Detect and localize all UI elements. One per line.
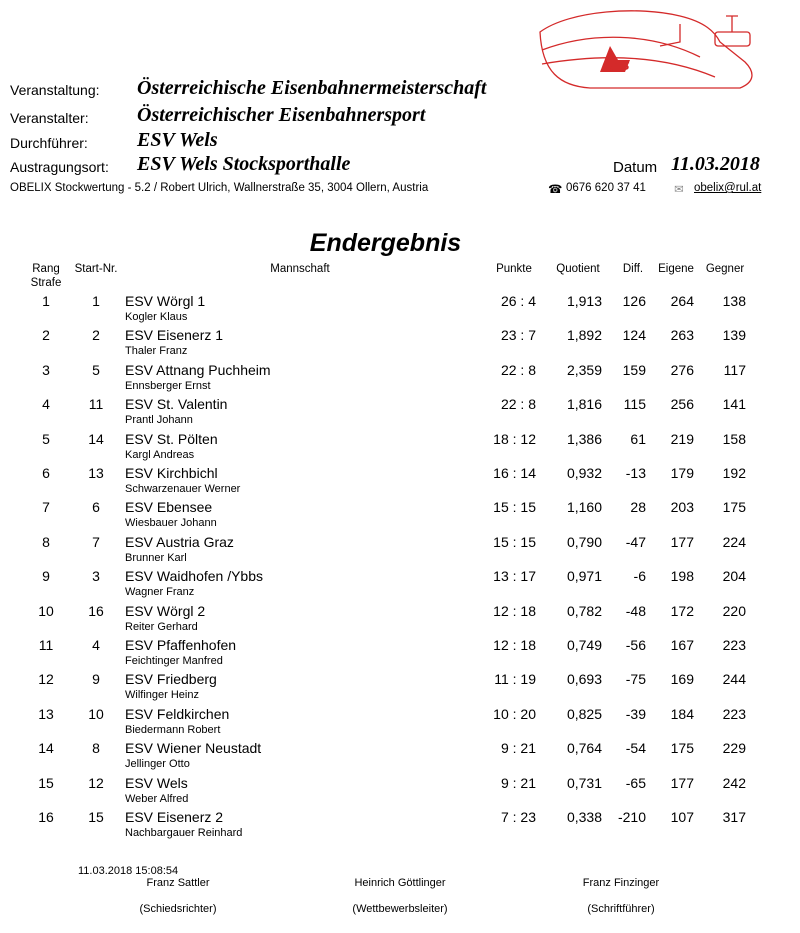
eigene-cell: 263 xyxy=(670,327,694,344)
diff-cell: 28 xyxy=(630,499,646,516)
table-row xyxy=(0,396,800,430)
gegner-cell: 204 xyxy=(722,568,746,585)
table-row xyxy=(0,775,800,809)
table-row xyxy=(0,534,800,568)
rang-cell: 16 xyxy=(38,809,54,825)
start-cell: 14 xyxy=(88,430,104,447)
start-cell: 1 xyxy=(92,293,100,309)
rang-cell: 6 xyxy=(42,465,50,481)
table-row xyxy=(0,465,800,499)
gegner-cell: 223 xyxy=(722,637,746,653)
rang-cell: 15 xyxy=(38,774,54,791)
gegner-cell: 139 xyxy=(722,327,746,344)
rang-cell: 9 xyxy=(42,568,50,585)
eigene-cell: 175 xyxy=(670,740,694,757)
gegner-cell: 141 xyxy=(722,396,746,413)
table-row xyxy=(0,327,800,361)
eigene-cell: 276 xyxy=(670,361,694,378)
eigene-cell: 172 xyxy=(670,602,694,619)
hdr-label-veranstalter: Veranstalter: xyxy=(10,110,89,126)
rang-cell: 10 xyxy=(38,602,54,619)
diff-cell: -6 xyxy=(633,568,646,585)
phone-number: 0676 620 37 41 xyxy=(566,182,646,194)
oes-logo xyxy=(530,2,780,92)
quotient-cell: 1,386 xyxy=(566,430,602,447)
start-cell: 8 xyxy=(92,740,100,757)
team-cell: ESV Kirchbichl xyxy=(125,465,218,481)
team-cell: ESV Wörgl 1 xyxy=(125,293,206,309)
captain-cell: Kogler Klaus xyxy=(125,311,188,323)
captain-cell: Thaler Franz xyxy=(125,345,188,358)
captain-cell: Prantl Johann xyxy=(125,414,193,427)
captain-cell: Weber Alfred xyxy=(125,792,189,805)
captain-cell: Schwarzenauer Werner xyxy=(125,483,241,495)
captain-cell: Wilfinger Heinz xyxy=(125,689,199,702)
gegner-cell: 192 xyxy=(722,465,746,481)
captain-cell: Wiesbauer Johann xyxy=(125,517,217,530)
captain-cell: Ennsberger Ernst xyxy=(125,379,211,392)
team-cell: ESV Feldkirchen xyxy=(125,705,230,722)
col-strafe: Strafe xyxy=(30,277,62,289)
start-cell: 11 xyxy=(88,396,104,413)
col-start: Start-Nr. xyxy=(74,263,118,275)
punkte-cell: 15 : 15 xyxy=(493,533,536,550)
start-cell: 10 xyxy=(88,705,104,722)
team-cell: ESV St. Pölten xyxy=(125,430,218,447)
captain-cell: Jellinger Otto xyxy=(125,758,190,771)
punkte-cell: 9 : 21 xyxy=(500,740,536,757)
quotient-cell: 0,932 xyxy=(566,465,602,481)
table-row xyxy=(0,362,800,396)
punkte-cell: 23 : 7 xyxy=(500,327,536,344)
start-cell: 9 xyxy=(92,671,100,688)
col-rang: Rang xyxy=(32,263,60,275)
quotient-cell: 1,160 xyxy=(566,499,602,516)
email-link[interactable]: obelix@rul.at xyxy=(694,182,762,194)
diff-cell: 126 xyxy=(622,293,646,309)
rang-cell: 13 xyxy=(38,705,54,722)
punkte-cell: 18 : 12 xyxy=(493,430,536,447)
team-cell: ESV Waidhofen /Ybbs xyxy=(125,568,264,585)
rang-cell: 3 xyxy=(42,361,50,378)
diff-cell: -39 xyxy=(625,705,646,722)
signature-role-2: (Wettbewerbsleiter) xyxy=(352,903,448,915)
eigene-cell: 169 xyxy=(670,671,694,688)
team-cell: ESV Pfaffenhofen xyxy=(125,637,237,653)
quotient-cell: 1,913 xyxy=(566,293,602,309)
team-cell: ESV Eisenerz 2 xyxy=(125,809,224,825)
eigene-cell: 167 xyxy=(670,637,694,653)
gegner-cell: 220 xyxy=(722,602,746,619)
hdr-value-veranstaltung: Österreichische Eisenbahnermeisterschaft xyxy=(137,77,487,99)
diff-cell: -48 xyxy=(625,602,646,619)
punkte-cell: 11 : 19 xyxy=(494,671,536,688)
signature-role-1: (Schiedsrichter) xyxy=(139,903,217,915)
punkte-cell: 22 : 8 xyxy=(500,396,536,413)
quotient-cell: 0,825 xyxy=(566,705,602,722)
team-cell: ESV Wiener Neustadt xyxy=(125,740,262,757)
table-row xyxy=(0,809,800,843)
punkte-cell: 22 : 8 xyxy=(500,361,536,378)
eigene-cell: 256 xyxy=(670,396,694,413)
hdr-label-austragungsort: Austragungsort: xyxy=(10,159,109,175)
diff-cell: -75 xyxy=(625,671,646,688)
hdr-value-veranstalter: Österreichischer Eisenbahnersport xyxy=(137,104,426,126)
diff-cell: -56 xyxy=(625,637,646,653)
signature-role-3: (Schriftführer) xyxy=(587,903,655,915)
rang-cell: 11 xyxy=(38,637,54,653)
rang-cell: 12 xyxy=(38,671,54,688)
diff-cell: 115 xyxy=(623,396,646,413)
rang-cell: 14 xyxy=(38,740,54,757)
eigene-cell: 179 xyxy=(670,465,694,481)
diff-cell: 159 xyxy=(622,361,646,378)
timestamp: 11.03.2018 15:08:54 xyxy=(78,865,179,877)
gegner-cell: 117 xyxy=(723,361,746,378)
page-title: Endergebnis xyxy=(309,229,462,257)
table-row xyxy=(0,740,800,774)
quotient-cell: 1,816 xyxy=(566,396,602,413)
gegner-cell: 175 xyxy=(722,499,746,516)
start-cell: 2 xyxy=(92,327,100,344)
team-cell: ESV Friedberg xyxy=(125,671,217,688)
gegner-cell: 224 xyxy=(722,533,746,550)
diff-cell: 124 xyxy=(622,327,646,344)
quotient-cell: 0,731 xyxy=(566,774,602,791)
hdr-label-veranstaltung: Veranstaltung: xyxy=(10,82,100,98)
punkte-cell: 9 : 21 xyxy=(500,774,536,791)
diff-cell: -210 xyxy=(617,809,646,825)
rang-cell: 4 xyxy=(42,396,50,413)
signature-name-2: Heinrich Göttlinger xyxy=(354,877,446,889)
captain-cell: Biedermann Robert xyxy=(125,723,221,736)
eigene-cell: 219 xyxy=(670,430,694,447)
diff-cell: -13 xyxy=(625,465,646,481)
rang-cell: 7 xyxy=(42,499,50,516)
captain-cell: Brunner Karl xyxy=(125,551,187,564)
punkte-cell: 26 : 4 xyxy=(500,293,536,309)
start-cell: 13 xyxy=(88,465,104,481)
datum-value: 11.03.2018 xyxy=(671,153,760,175)
captain-cell: Feichtinger Manfred xyxy=(125,655,223,667)
punkte-cell: 7 : 23 xyxy=(500,809,536,825)
captain-cell: Reiter Gerhard xyxy=(125,620,198,633)
punkte-cell: 16 : 14 xyxy=(493,465,536,481)
col-mannschaft: Mannschaft xyxy=(270,263,330,275)
gegner-cell: 242 xyxy=(722,774,746,791)
eigene-cell: 107 xyxy=(670,809,694,825)
team-cell: ESV Austria Graz xyxy=(125,533,234,550)
table-row xyxy=(0,637,800,671)
diff-cell: -54 xyxy=(625,740,646,757)
quotient-cell: 0,971 xyxy=(566,568,602,585)
start-cell: 7 xyxy=(92,533,100,550)
gegner-cell: 158 xyxy=(722,430,746,447)
col-diff: Diff. xyxy=(622,263,644,275)
rang-cell: 8 xyxy=(42,533,50,550)
start-cell: 15 xyxy=(88,809,104,825)
gegner-cell: 229 xyxy=(722,740,746,757)
start-cell: 6 xyxy=(92,499,100,516)
eigene-cell: 184 xyxy=(670,705,694,722)
logo-text: ÖES xyxy=(602,58,630,73)
phone-icon: ☎ xyxy=(548,184,563,196)
punkte-cell: 12 : 18 xyxy=(493,637,536,653)
team-cell: ESV Eisenerz 1 xyxy=(125,327,224,344)
quotient-cell: 0,782 xyxy=(566,602,602,619)
quotient-cell: 1,892 xyxy=(566,327,602,344)
eigene-cell: 264 xyxy=(670,293,694,309)
rang-cell: 5 xyxy=(42,430,50,447)
quotient-cell: 0,749 xyxy=(566,637,602,653)
gegner-cell: 223 xyxy=(722,705,746,722)
diff-cell: -65 xyxy=(625,774,646,791)
table-row xyxy=(0,671,800,705)
diff-cell: 61 xyxy=(630,430,646,447)
table-row xyxy=(0,293,800,327)
team-cell: ESV Wörgl 2 xyxy=(125,602,206,619)
col-gegner: Gegner xyxy=(705,263,745,275)
col-quotient: Quotient xyxy=(556,263,600,275)
hdr-value-durchfuehrer: ESV Wels xyxy=(137,129,218,151)
rang-cell: 1 xyxy=(42,293,50,309)
quotient-cell: 0,693 xyxy=(566,671,602,688)
eigene-cell: 203 xyxy=(670,499,694,516)
table-row xyxy=(0,706,800,740)
eigene-cell: 198 xyxy=(670,568,694,585)
start-cell: 3 xyxy=(92,568,100,585)
quotient-cell: 0,764 xyxy=(566,740,602,757)
captain-cell: Nachbargauer Reinhard xyxy=(125,827,243,839)
table-row xyxy=(0,431,800,465)
team-cell: ESV Wels xyxy=(125,774,188,791)
start-cell: 5 xyxy=(92,361,100,378)
punkte-cell: 12 : 18 xyxy=(493,602,536,619)
email-icon: ✉ xyxy=(674,184,684,196)
col-eigene: Eigene xyxy=(658,263,694,275)
captain-cell: Wagner Franz xyxy=(125,586,195,599)
punkte-cell: 10 : 20 xyxy=(493,705,536,722)
punkte-cell: 15 : 15 xyxy=(493,499,536,516)
signature-name-1: Franz Sattler xyxy=(146,877,210,889)
quotient-cell: 0,790 xyxy=(566,533,602,550)
gegner-cell: 138 xyxy=(722,293,746,309)
punkte-cell: 13 : 17 xyxy=(493,568,536,585)
team-cell: ESV Attnang Puchheim xyxy=(125,361,271,378)
signature-name-3: Franz Finzinger xyxy=(582,877,660,889)
software-info: OBELIX Stockwertung - 5.2 / Robert Ulrich, Wallnerstraße 35, 3004 Ollern, Austria xyxy=(10,182,429,194)
quotient-cell: 2,359 xyxy=(566,361,602,378)
table-row xyxy=(0,603,800,637)
table-row xyxy=(0,499,800,533)
start-cell: 16 xyxy=(88,602,104,619)
eigene-cell: 177 xyxy=(670,774,694,791)
hdr-label-durchfuehrer: Durchführer: xyxy=(10,135,88,151)
quotient-cell: 0,338 xyxy=(566,809,602,825)
table-row xyxy=(0,568,800,602)
start-cell: 4 xyxy=(92,637,100,653)
col-punkte: Punkte xyxy=(496,263,532,275)
captain-cell: Kargl Andreas xyxy=(125,448,195,461)
gegner-cell: 317 xyxy=(722,809,746,825)
diff-cell: -47 xyxy=(625,533,646,550)
hdr-value-austragungsort: ESV Wels Stocksporthalle xyxy=(137,153,351,175)
rang-cell: 2 xyxy=(42,327,50,344)
gegner-cell: 244 xyxy=(722,671,746,688)
team-cell: ESV Ebensee xyxy=(125,499,213,516)
team-cell: ESV St. Valentin xyxy=(125,396,228,413)
svg-text:ÖES xyxy=(602,58,630,73)
eigene-cell: 177 xyxy=(670,533,694,550)
datum-label: Datum xyxy=(613,159,658,176)
start-cell: 12 xyxy=(88,774,104,791)
